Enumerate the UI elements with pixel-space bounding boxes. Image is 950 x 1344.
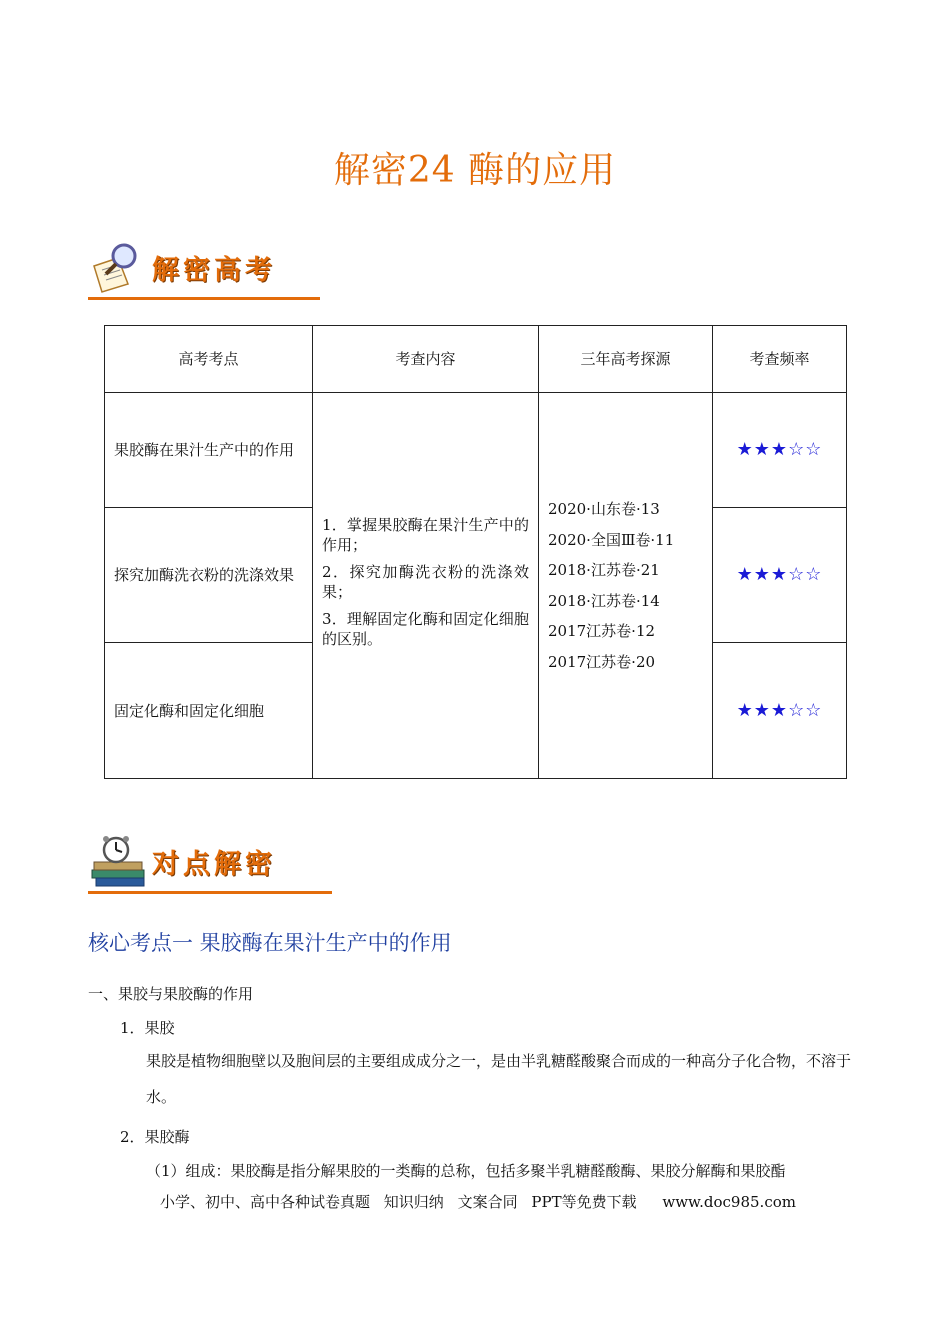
banner-underline bbox=[88, 891, 332, 894]
exam-table bbox=[104, 325, 847, 779]
banner-duidian-jiemi bbox=[88, 834, 332, 894]
table-header-row bbox=[105, 326, 847, 393]
paragraph: 果胶是植物细胞壁以及胞间层的主要组成成分之一，是由半乳糖醛酸聚合而成的一种高分子化合物，不溶于水。 bbox=[146, 1052, 852, 1106]
header-cell: 考查频率 bbox=[713, 326, 847, 393]
footer-item: 小学、初中、高中各种试卷真题 bbox=[160, 1193, 371, 1211]
item-heading: 1．果胶 bbox=[120, 1019, 175, 1037]
frequency-rating: ★★★☆☆ bbox=[713, 393, 847, 508]
exam-point-cell: 固定化酶和固定化细胞 bbox=[105, 643, 313, 779]
frequency-rating: ★★★☆☆ bbox=[713, 643, 847, 779]
footer-item: PPT等免费下载 bbox=[531, 1193, 637, 1211]
paragraph: （1）组成：果胶酶是指分解果胶的一类酶的总称，包括多聚半乳糖醛酸酶、果胶分解酶和果胶酯 bbox=[146, 1162, 786, 1180]
source-item: 2017江苏卷·12 bbox=[548, 622, 656, 640]
content-item: 3．理解固定化酶和固定化细胞的区别。 bbox=[322, 610, 529, 648]
source-item: 2018·江苏卷·14 bbox=[548, 591, 660, 610]
table-row bbox=[105, 393, 847, 508]
alarm-clock-books-icon bbox=[88, 834, 148, 890]
exam-point-cell: 果胶酶在果汁生产中的作用 bbox=[105, 393, 313, 508]
source-item: 2017江苏卷·20 bbox=[548, 652, 656, 671]
exam-content-cell bbox=[313, 393, 539, 779]
magnifier-document-icon bbox=[88, 240, 148, 296]
source-item: 2020·全国Ⅲ卷·11 bbox=[548, 530, 675, 549]
banner-jiemi-gaokao bbox=[88, 240, 320, 300]
content-item: 2．探究加酶洗衣粉的洗涤效果； bbox=[322, 563, 529, 601]
page-title: 解密24 酶的应用 bbox=[333, 150, 617, 191]
section-heading: 核心考点一 果胶酶在果汁生产中的作用 bbox=[88, 931, 452, 955]
exam-point-cell: 探究加酶洗衣粉的洗涤效果 bbox=[105, 508, 313, 643]
source-item: 2020·山东卷·13 bbox=[548, 500, 660, 518]
frequency-rating: ★★★☆☆ bbox=[713, 508, 847, 643]
banner-underline bbox=[88, 297, 320, 300]
footer-item: 知识归纳 bbox=[383, 1193, 444, 1211]
footer-url-link[interactable]: www.doc985.com bbox=[662, 1193, 796, 1211]
exam-sources-cell bbox=[539, 393, 713, 779]
item-heading: 2．果胶酶 bbox=[120, 1128, 190, 1146]
part-heading: 一、果胶与果胶酶的作用 bbox=[88, 985, 254, 1003]
content-item: 1．掌握果胶酶在果汁生产中的作用； bbox=[322, 516, 529, 554]
source-item: 2018·江苏卷·21 bbox=[548, 561, 660, 579]
footer-item: 文案合同 bbox=[457, 1193, 518, 1211]
banner-label: 对点解密 bbox=[152, 849, 276, 880]
footer bbox=[160, 1191, 805, 1212]
header-cell: 三年高考探源 bbox=[539, 326, 713, 393]
banner-label: 解密高考 bbox=[152, 255, 276, 286]
header-cell: 高考考点 bbox=[105, 326, 313, 393]
header-cell: 考查内容 bbox=[313, 326, 539, 393]
